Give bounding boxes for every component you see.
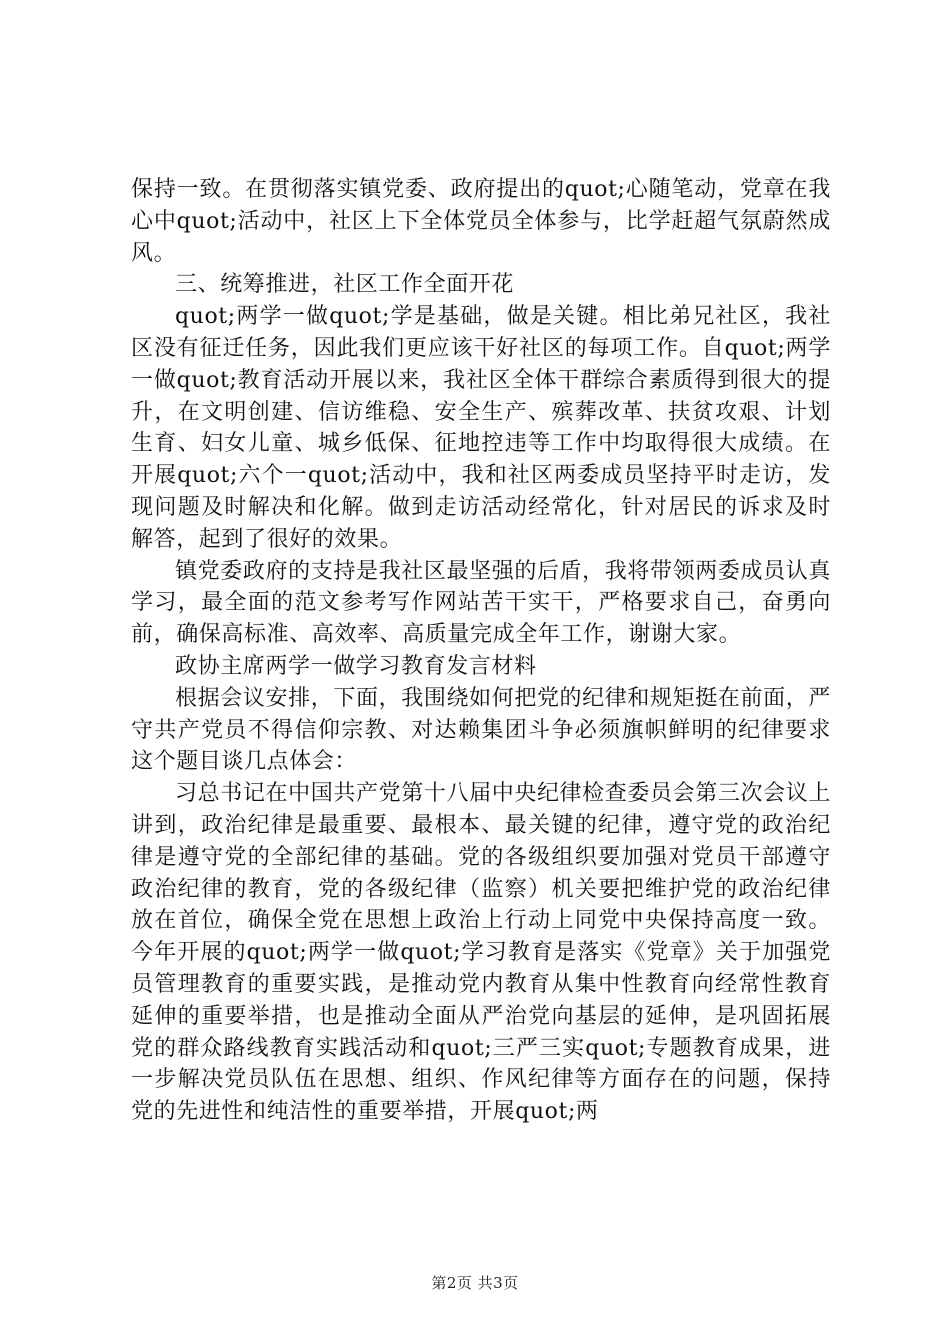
document-body	[131, 174, 831, 1128]
paragraph: quot;两学一做quot;学是基础，做是关键。相比弟兄社区，我社区没有征迁任务，因此我们更应该干好社区的每项工作。自quot;两学一做quot;教育活动开展以来，我社区全体干群综合素质得到很大的提升，在文明创建、信访维稳、安全生产、殡葬改革、扶贫攻艰、计划生育、妇女儿童、城乡低保、征地控违等工作中均取得很大成绩。在开展quot;六个一quot;活动中，我和社区两委成员坚持平时走访，发现问题及时解决和化解。做到走访活动经常化，针对居民的诉求及时解答，起到了很好的效果。	[131, 304, 831, 552]
paragraph: 习总书记在中国共产党第十八届中央纪律检查委员会第三次会议上讲到，政治纪律是最重要、最根本、最关键的纪律，遵守党的政治纪律是遵守党的全部纪律的基础。党的各级组织要加强对党员干部遵守政治纪律的教育，党的各级纪律（监察）机关要把维护党的政治纪律放在首位，确保全党在思想上政治上行动上同党中央保持高度一致。今年开展的quot;两学一做quot;学习教育是落实《党章》关于加强党员管理教育的重要实践，是推动党内教育从集中性教育向经常性教育延伸的重要举措，也是推动全面从严治党向基层的延伸，是巩固拓展党的群众路线教育实践活动和quot;三严三实quot;专题教育成果，进一步解决党员队伍在思想、组织、作风纪律等方面存在的问题，保持党的先进性和纯洁性的重要举措，开展quot;两	[131, 781, 831, 1125]
article-title: 政协主席两学一做学习教育发言材料	[175, 653, 537, 679]
paragraph-continuation: 保持一致。在贯彻落实镇党委、政府提出的quot;心随笔动，党章在我心中quot;活动中，社区上下全体党员全体参与，比学赶超气氛蔚然成风。	[131, 177, 831, 266]
paragraph: 镇党委政府的支持是我社区最坚强的后盾，我将带领两委成员认真学习，最全面的范文参考写作网站苦干实干，严格要求自己，奋勇向前，确保高标准、高效率、高质量完成全年工作，谢谢大家。	[131, 558, 831, 648]
section-heading: 三、统筹推进，社区工作全面开花	[175, 272, 515, 298]
paragraph: 根据会议安排，下面，我围绕如何把党的纪律和规矩挺在前面，严守共产党员不得信仰宗教、对达赖集团斗争必须旗帜鲜明的纪律要求这个题目谈几点体会：	[131, 685, 831, 775]
page-footer: 第2页 共3页	[431, 1274, 519, 1292]
